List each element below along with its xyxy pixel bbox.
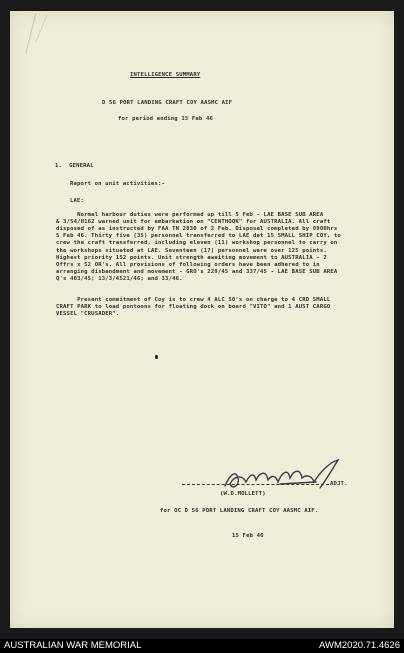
unit-name: D 56 PORT LANDING CRAFT COY AASMC AIF [102, 100, 233, 106]
footer-bar [0, 639, 404, 653]
signatory-title: ADJT. [330, 481, 348, 487]
subsection-label: LAE: [70, 198, 85, 204]
paragraph-line: 5 Feb 46. Thirty five (35) personnel transferred to LAE det 15 SMALL SHIP COY, to [56, 233, 341, 240]
footer-source: AUSTRALIAN WAR MEMORIAL [4, 640, 142, 651]
report-label: Report on unit activities:- [70, 181, 165, 187]
paragraph-line: crew the craft transferred, including eleven (11) workshop personnel to carry on [56, 240, 338, 247]
paragraph-line: Normal harbour duties were performed up till 5 Feb - LAE BASE SUB AREA [56, 212, 324, 219]
signature-line [182, 484, 329, 485]
paragraph-line: the workshops situated at LAE. Seventeen (17) personnel were over 125 points. [56, 247, 327, 254]
paragraph-line: Present commitment of Coy is to crew 4 ALC 50's on charge to 4 CRD SMALL [56, 297, 331, 304]
footer-catalogue-number: AWM2020.71.4626 [319, 640, 400, 651]
document-heading: INTELLIGENCE SUMMARY [130, 72, 201, 78]
handwritten-signature [220, 456, 355, 496]
signatory-name: (W.D.MOLLETT) [220, 491, 266, 497]
paragraph-line: Highest priority 152 points. Unit strength awaiting movement to AUSTRALIA - 2 [56, 254, 327, 261]
paragraph-line: Offrs x 52 OR's. All provisions of following orders have been adhered to in [56, 261, 320, 268]
signatory-unit: for OC D 56 PORT LANDING CRAFT COY AASMC AIF. [160, 508, 319, 514]
paragraph-line: arranging disbandment and movement - GRO's 229/45 and 337/45 - LAE BASE SUB AREA [56, 268, 338, 275]
paragraph-line: CRAFT PARK to load pontoons for floating dock on board "VITO" and 1 AUST CARGO [56, 304, 331, 311]
body-paragraph-2 [56, 290, 330, 325]
paragraph-line: Q's 403/45; 13/3/4521/46; and 33/46. [56, 275, 183, 282]
body-paragraph [56, 205, 341, 290]
report-period: for period ending 15 Feb 46 [118, 116, 213, 122]
signature-date: 15 Feb 46 [232, 533, 264, 539]
paragraph-line: & 3/54/H162 warned unit for embarkation on "CENTHOOK" for AUSTRALIA. All craft [56, 219, 331, 226]
section-heading: 1. GENERAL [55, 163, 94, 169]
paragraph-line: VESSEL "CRUSADER". [56, 311, 120, 318]
paragraph-line: disposed of as instructed by FAA TN 2830 of 2 Feb. Disposal completed by 0900hrs [56, 226, 338, 233]
ink-mark [155, 355, 158, 359]
